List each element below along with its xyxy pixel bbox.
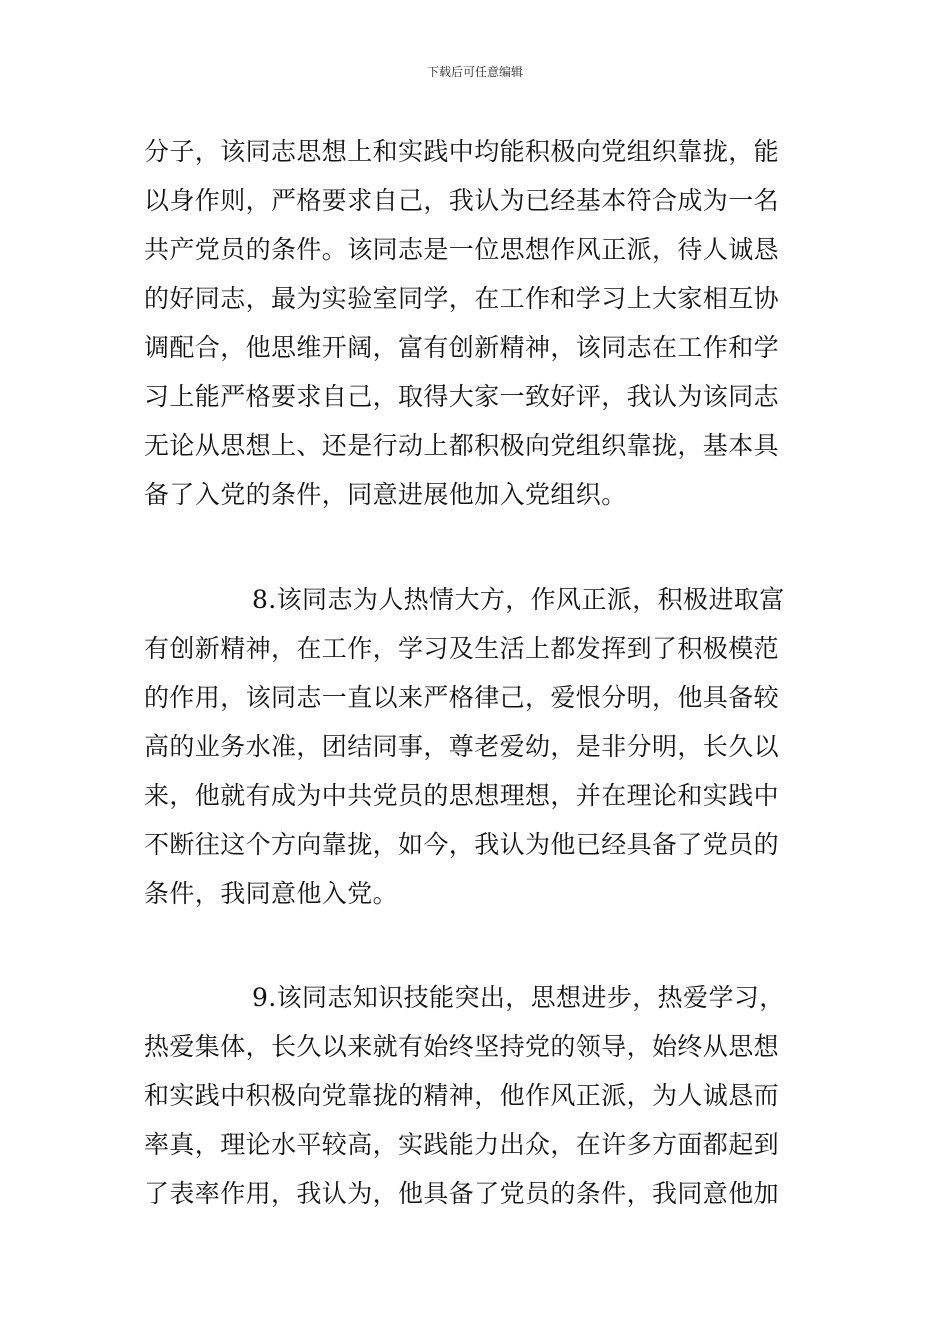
text-line: 和实践中积极向党靠拢的精神，他作风正派，为人诚恳而 <box>144 1081 780 1110</box>
text-line: 习上能严格要求自己，取得大家一致好评，我认为该同志 <box>144 382 780 411</box>
text-line: 不断往这个方向靠拢，如今，我认为他已经具备了党员的 <box>144 830 780 859</box>
text-line: 的作用，该同志一直以来严格律己，爱恨分明，他具备较 <box>144 683 780 712</box>
paragraph-8 <box>144 575 808 918</box>
text-line: 热爱集体，长久以来就有始终坚持党的领导，始终从思想 <box>144 1032 780 1061</box>
text-line: 共产党员的条件。该同志是一位思想作风正派，待人诚恳 <box>144 235 780 264</box>
page-header: 下载后可任意编辑 <box>426 65 523 79</box>
text-line: 调配合，他思维开阔，富有创新精神，该同志在工作和学 <box>144 333 780 362</box>
text-line: 9.该同志知识技能突出，思想进步，热爱学习， <box>252 983 785 1012</box>
text-line: 高的业务水准，团结同事，尊老爱幼，是非分明，长久以 <box>144 732 780 761</box>
text-line: 了表率作用，我认为，他具备了党员的条件，我同意他加 <box>144 1179 780 1208</box>
text-line: 条件，我同意他入党。 <box>144 879 399 908</box>
text-line: 无论从思想上、还是行动上都积极向党组织靠拢，基本具 <box>144 431 780 460</box>
text-line: 8.该同志为人热情大方，作风正派，积极进取富 <box>252 585 785 614</box>
text-line: 有创新精神，在工作，学习及生活上都发挥到了积极模范 <box>144 634 780 663</box>
text-line: 以身作则，严格要求自己，我认为已经基本符合成为一名 <box>144 186 780 215</box>
text-line: 分子，该同志思想上和实践中均能积极向党组织靠拢，能 <box>144 137 780 166</box>
paragraph-1 <box>144 127 808 519</box>
paragraph-9 <box>144 973 808 1218</box>
text-line: 来，他就有成为中共党员的思想理想，并在理论和实践中 <box>144 781 780 810</box>
text-line: 备了入党的条件，同意进展他加入党组织。 <box>144 480 627 509</box>
text-line: 率真，理论水平较高，实践能力出众，在许多方面都起到 <box>144 1130 780 1159</box>
text-line: 的好同志，最为实验室同学，在工作和学习上大家相互协 <box>144 284 780 313</box>
